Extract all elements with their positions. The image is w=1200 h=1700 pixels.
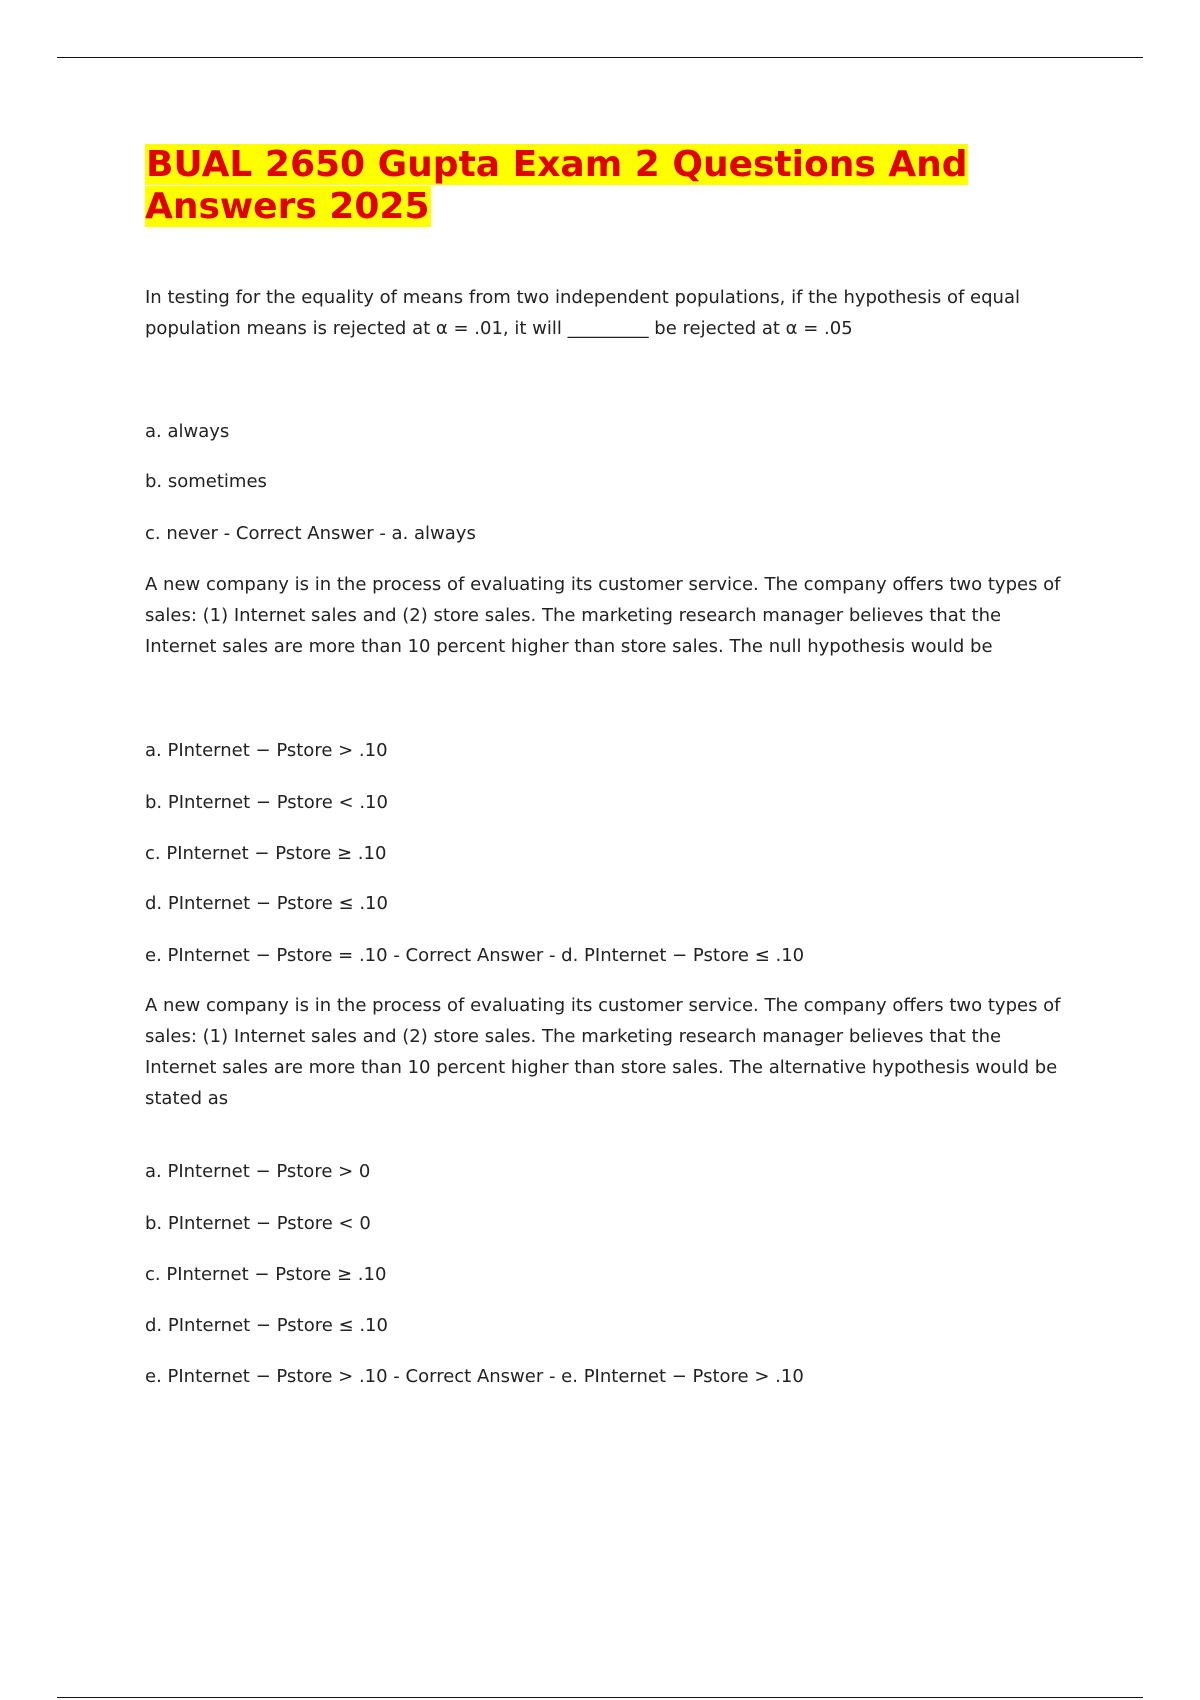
- question-2-option-b: b. PInternet − Pstore < .10: [145, 792, 388, 813]
- question-3-stem: A new company is in the process of evaluating its customer service. The company offers two types of sales: (1) Internet sales and (2) store sales. The marketing research manager believes that the Internet sales are more than 10 percent higher than store sales. The alternative hypothesis would be stated as: [145, 995, 1061, 1109]
- question-1-option-b: b. sometimes: [145, 471, 267, 492]
- document-title: [145, 144, 1065, 228]
- question-1-stem: In testing for the equality of means from two independent populations, if the hypothesis of equal population means is rejected at α = .01, it will _________ be rejected at α = .05: [145, 287, 1020, 339]
- question-2-option-c: c. PInternet − Pstore ≥ .10: [145, 843, 387, 864]
- question-3-option-b: b. PInternet − Pstore < 0: [145, 1213, 371, 1234]
- question-2-option-d: d. PInternet − Pstore ≤ .10: [145, 893, 388, 914]
- question-2-stem: A new company is in the process of evaluating its customer service. The company offers two types of sales: (1) Internet sales and (2) store sales. The marketing research manager believes that the Internet sales are more than 10 percent higher than store sales. The null hypothesis would be: [145, 574, 1061, 657]
- question-2-option-e-answer: e. PInternet − Pstore = .10 - Correct Answer - d. PInternet − Pstore ≤ .10: [145, 945, 805, 966]
- question-3-option-a: a. PInternet − Pstore > 0: [145, 1161, 371, 1182]
- question-3-option-d: d. PInternet − Pstore ≤ .10: [145, 1315, 388, 1336]
- title-highlight: BUAL 2650 Gupta Exam 2 Questions And Answers 2025: [145, 144, 968, 227]
- question-1-option-c-answer: c. never - Correct Answer - a. always: [145, 523, 476, 544]
- top-rule: [57, 57, 1143, 58]
- question-2-option-a: a. PInternet − Pstore > .10: [145, 740, 388, 761]
- question-1-option-a: a. always: [145, 421, 230, 442]
- question-3-option-e-answer: e. PInternet − Pstore > .10 - Correct Answer - e. PInternet − Pstore > .10: [145, 1366, 804, 1387]
- bottom-rule: [57, 1697, 1143, 1698]
- question-3-option-c: c. PInternet − Pstore ≥ .10: [145, 1264, 387, 1285]
